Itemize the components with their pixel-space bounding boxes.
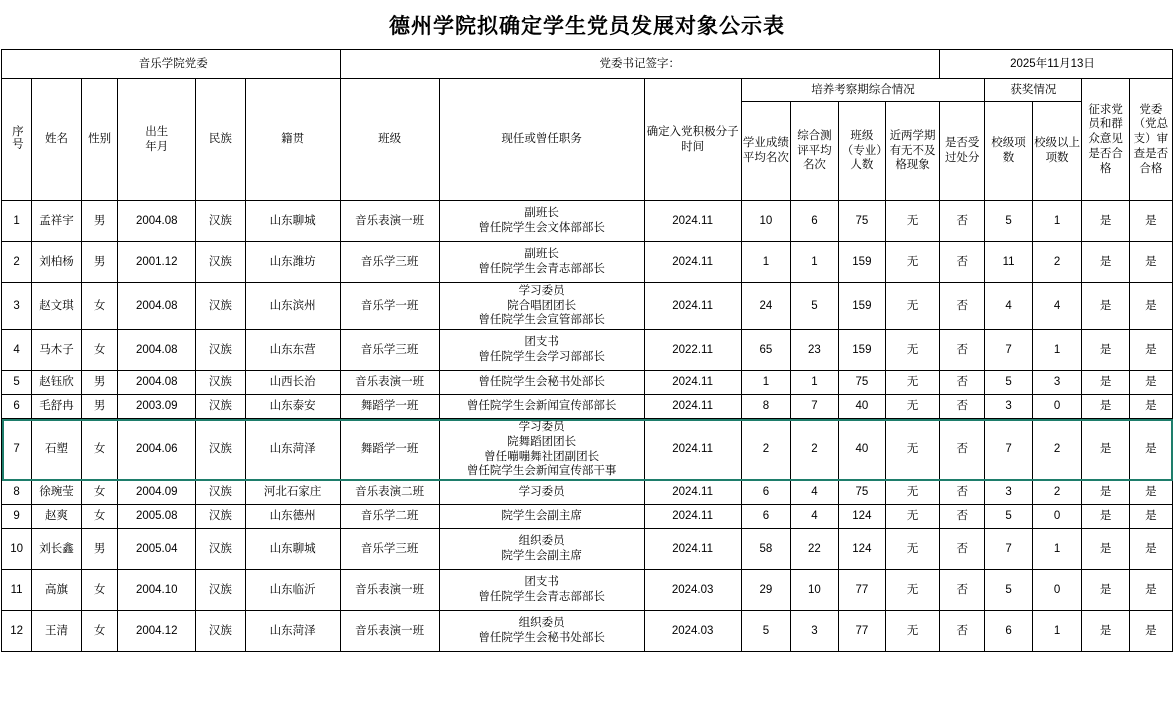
cell-gender: 女 [81, 505, 118, 529]
cell-index: 3 [2, 283, 32, 330]
cell-opinion-pass: 是 [1082, 330, 1129, 371]
cell-gpa-rank: 6 [741, 481, 791, 505]
cell-class: 音乐学一班 [340, 283, 439, 330]
cell-opinion-pass: 是 [1082, 529, 1129, 570]
col-header-party-review: 党委（党总支）审查是否合格 [1129, 79, 1172, 201]
cell-ethnicity: 汉族 [196, 529, 246, 570]
cell-opinion-pass: 是 [1082, 570, 1129, 611]
cell-class: 音乐学三班 [340, 330, 439, 371]
cell-activist-date: 2024.11 [644, 505, 741, 529]
col-header-eval-rank: 综合测评平均名次 [791, 102, 838, 201]
cell-duty: 学习委员 [439, 481, 644, 505]
cell-gpa-rank: 6 [741, 505, 791, 529]
cell-index: 8 [2, 481, 32, 505]
cell-name: 王清 [32, 611, 82, 652]
cell-activist-date: 2024.11 [644, 201, 741, 242]
cell-class: 音乐学三班 [340, 242, 439, 283]
cell-eval-rank: 4 [791, 505, 838, 529]
cell-above-school-items: 1 [1032, 330, 1082, 371]
cell-above-school-items: 2 [1032, 419, 1082, 481]
cell-class: 音乐学三班 [340, 529, 439, 570]
cell-index: 5 [2, 371, 32, 395]
cell-school-items: 5 [985, 505, 1032, 529]
cell-school-items: 3 [985, 481, 1032, 505]
cell-name: 赵钰欣 [32, 371, 82, 395]
cell-class-size: 40 [838, 419, 885, 481]
group-header-training: 培养考察期综合情况 [741, 79, 985, 102]
cell-party-review: 是 [1129, 481, 1172, 505]
cell-name: 赵文琪 [32, 283, 82, 330]
cell-birth: 2004.08 [118, 371, 196, 395]
cell-duty: 曾任院学生会新闻宣传部部长 [439, 395, 644, 419]
cell-punishment: 否 [940, 481, 985, 505]
cell-gender: 男 [81, 529, 118, 570]
cell-punishment: 否 [940, 201, 985, 242]
cell-activist-date: 2024.03 [644, 570, 741, 611]
col-header-gpa-rank: 学业成绩平均名次 [741, 102, 791, 201]
cell-activist-date: 2024.11 [644, 283, 741, 330]
cell-punishment: 否 [940, 611, 985, 652]
cell-hometown: 山东东营 [245, 330, 340, 371]
cell-activist-date: 2024.11 [644, 419, 741, 481]
cell-activist-date: 2024.11 [644, 481, 741, 505]
cell-school-items: 11 [985, 242, 1032, 283]
cell-punishment: 否 [940, 529, 985, 570]
cell-eval-rank: 1 [791, 371, 838, 395]
col-header-punishment: 是否受过处分 [940, 102, 985, 201]
cell-birth: 2001.12 [118, 242, 196, 283]
cell-name: 马木子 [32, 330, 82, 371]
cell-ethnicity: 汉族 [196, 371, 246, 395]
cell-party-review: 是 [1129, 371, 1172, 395]
cell-duty: 组织委员 曾任院学生会秘书处部长 [439, 611, 644, 652]
col-header-duty: 现任或曾任职务 [439, 79, 644, 201]
cell-gender: 女 [81, 481, 118, 505]
cell-school-items: 7 [985, 330, 1032, 371]
cell-eval-rank: 10 [791, 570, 838, 611]
table-row[interactable] [2, 481, 1173, 505]
cell-eval-rank: 4 [791, 481, 838, 505]
cell-punishment: 否 [940, 330, 985, 371]
cell-duty: 副班长 曾任院学生会青志部部长 [439, 242, 644, 283]
cell-hometown: 山西长治 [245, 371, 340, 395]
col-header-index: 序号 [2, 79, 32, 201]
cell-school-items: 5 [985, 201, 1032, 242]
cell-class-size: 77 [838, 570, 885, 611]
cell-punishment: 否 [940, 371, 985, 395]
table-row[interactable] [2, 201, 1173, 242]
cell-punishment: 否 [940, 283, 985, 330]
cell-duty: 学习委员 院合唱团团长 曾任院学生会宣管部部长 [439, 283, 644, 330]
cell-party-review: 是 [1129, 505, 1172, 529]
table-row[interactable] [2, 395, 1173, 419]
cell-fail-record: 无 [886, 242, 940, 283]
cell-gender: 男 [81, 395, 118, 419]
cell-opinion-pass: 是 [1082, 242, 1129, 283]
cell-party-review: 是 [1129, 283, 1172, 330]
cell-class: 舞蹈学一班 [340, 419, 439, 481]
cell-eval-rank: 23 [791, 330, 838, 371]
cell-opinion-pass: 是 [1082, 371, 1129, 395]
cell-opinion-pass: 是 [1082, 395, 1129, 419]
cell-above-school-items: 0 [1032, 505, 1082, 529]
cell-ethnicity: 汉族 [196, 419, 246, 481]
cell-name: 孟祥宇 [32, 201, 82, 242]
cell-index: 10 [2, 529, 32, 570]
cell-index: 7 [2, 419, 32, 481]
cell-index: 12 [2, 611, 32, 652]
cell-class-size: 40 [838, 395, 885, 419]
col-header-ethnicity: 民族 [196, 79, 246, 201]
cell-class-size: 75 [838, 201, 885, 242]
table-row[interactable] [2, 611, 1173, 652]
date-label: 2025年11月13日 [940, 50, 1173, 79]
table-row[interactable] [2, 529, 1173, 570]
cell-punishment: 否 [940, 505, 985, 529]
cell-party-review: 是 [1129, 201, 1172, 242]
cell-party-review: 是 [1129, 242, 1172, 283]
cell-ethnicity: 汉族 [196, 330, 246, 371]
cell-party-review: 是 [1129, 419, 1172, 481]
cell-party-review: 是 [1129, 611, 1172, 652]
cell-school-items: 5 [985, 371, 1032, 395]
cell-gender: 男 [81, 371, 118, 395]
cell-above-school-items: 0 [1032, 570, 1082, 611]
table-row[interactable] [2, 330, 1173, 371]
cell-index: 4 [2, 330, 32, 371]
cell-gender: 女 [81, 570, 118, 611]
col-header-hometown: 籍贯 [245, 79, 340, 201]
cell-fail-record: 无 [886, 611, 940, 652]
cell-ethnicity: 汉族 [196, 611, 246, 652]
group-header-row [2, 79, 1173, 102]
cell-class-size: 159 [838, 242, 885, 283]
cell-duty: 团支书 曾任院学生会学习部部长 [439, 330, 644, 371]
cell-gpa-rank: 29 [741, 570, 791, 611]
cell-gpa-rank: 10 [741, 201, 791, 242]
cell-eval-rank: 2 [791, 419, 838, 481]
cell-above-school-items: 1 [1032, 611, 1082, 652]
cell-activist-date: 2024.11 [644, 242, 741, 283]
cell-gender: 女 [81, 419, 118, 481]
cell-birth: 2005.04 [118, 529, 196, 570]
col-header-fail-record: 近两学期有无不及格现象 [886, 102, 940, 201]
cell-hometown: 山东潍坊 [245, 242, 340, 283]
cell-gender: 男 [81, 242, 118, 283]
cell-index: 9 [2, 505, 32, 529]
cell-fail-record: 无 [886, 529, 940, 570]
cell-class-size: 77 [838, 611, 885, 652]
cell-school-items: 5 [985, 570, 1032, 611]
cell-opinion-pass: 是 [1082, 611, 1129, 652]
signature-label: 党委书记签字： [340, 50, 939, 79]
cell-gpa-rank: 58 [741, 529, 791, 570]
cell-name: 高旗 [32, 570, 82, 611]
cell-index: 1 [2, 201, 32, 242]
cell-punishment: 否 [940, 419, 985, 481]
cell-ethnicity: 汉族 [196, 201, 246, 242]
cell-activist-date: 2024.11 [644, 529, 741, 570]
cell-fail-record: 无 [886, 330, 940, 371]
cell-gpa-rank: 8 [741, 395, 791, 419]
table-row[interactable] [2, 570, 1173, 611]
cell-birth: 2004.10 [118, 570, 196, 611]
cell-fail-record: 无 [886, 201, 940, 242]
cell-party-review: 是 [1129, 529, 1172, 570]
cell-birth: 2004.09 [118, 481, 196, 505]
col-header-above-school-items: 校级以上项数 [1032, 102, 1082, 201]
col-header-activist-date: 确定入党积极分子时间 [644, 79, 741, 201]
cell-school-items: 4 [985, 283, 1032, 330]
cell-above-school-items: 1 [1032, 529, 1082, 570]
cell-above-school-items: 2 [1032, 481, 1082, 505]
cell-duty: 副班长 曾任院学生会文体部部长 [439, 201, 644, 242]
cell-class-size: 124 [838, 529, 885, 570]
cell-class: 音乐表演一班 [340, 611, 439, 652]
cell-index: 2 [2, 242, 32, 283]
cell-gpa-rank: 2 [741, 419, 791, 481]
cell-punishment: 否 [940, 242, 985, 283]
cell-gender: 女 [81, 611, 118, 652]
cell-name: 刘柏杨 [32, 242, 82, 283]
cell-party-review: 是 [1129, 570, 1172, 611]
cell-name: 石塑 [32, 419, 82, 481]
cell-eval-rank: 7 [791, 395, 838, 419]
cell-fail-record: 无 [886, 505, 940, 529]
cell-above-school-items: 3 [1032, 371, 1082, 395]
cell-ethnicity: 汉族 [196, 395, 246, 419]
cell-fail-record: 无 [886, 481, 940, 505]
cell-activist-date: 2022.11 [644, 330, 741, 371]
cell-hometown: 山东菏泽 [245, 611, 340, 652]
col-header-class-size: 班级（专业）人数 [838, 102, 885, 201]
cell-eval-rank: 22 [791, 529, 838, 570]
cell-name: 赵爽 [32, 505, 82, 529]
cell-index: 11 [2, 570, 32, 611]
cell-fail-record: 无 [886, 419, 940, 481]
cell-class-size: 159 [838, 283, 885, 330]
col-header-school-items: 校级项数 [985, 102, 1032, 201]
table-row[interactable] [2, 242, 1173, 283]
cell-fail-record: 无 [886, 395, 940, 419]
cell-gender: 男 [81, 201, 118, 242]
cell-punishment: 否 [940, 570, 985, 611]
cell-class: 音乐表演一班 [340, 570, 439, 611]
cell-opinion-pass: 是 [1082, 201, 1129, 242]
cell-class: 音乐表演二班 [340, 481, 439, 505]
cell-hometown: 山东临沂 [245, 570, 340, 611]
cell-school-items: 6 [985, 611, 1032, 652]
cell-duty: 学习委员 院舞蹈团团长 曾任嘣嘣舞社团副团长 曾任院学生会新闻宣传部干事 [439, 419, 644, 481]
cell-fail-record: 无 [886, 371, 940, 395]
cell-above-school-items: 4 [1032, 283, 1082, 330]
cell-ethnicity: 汉族 [196, 570, 246, 611]
cell-class: 音乐表演一班 [340, 371, 439, 395]
cell-name: 毛舒冉 [32, 395, 82, 419]
cell-fail-record: 无 [886, 283, 940, 330]
cell-class: 舞蹈学一班 [340, 395, 439, 419]
cell-class-size: 75 [838, 371, 885, 395]
cell-hometown: 河北石家庄 [245, 481, 340, 505]
cell-gpa-rank: 1 [741, 242, 791, 283]
cell-class: 音乐学二班 [340, 505, 439, 529]
col-header-birth: 出生 年月 [118, 79, 196, 201]
cell-party-review: 是 [1129, 330, 1172, 371]
cell-birth: 2004.06 [118, 419, 196, 481]
group-header-awards: 获奖情况 [985, 79, 1082, 102]
cell-hometown: 山东菏泽 [245, 419, 340, 481]
cell-activist-date: 2024.03 [644, 611, 741, 652]
cell-school-items: 7 [985, 529, 1032, 570]
cell-school-items: 3 [985, 395, 1032, 419]
cell-name: 徐琬莹 [32, 481, 82, 505]
cell-class-size: 124 [838, 505, 885, 529]
cell-class: 音乐表演一班 [340, 201, 439, 242]
cell-name: 刘长鑫 [32, 529, 82, 570]
cell-gpa-rank: 65 [741, 330, 791, 371]
cell-hometown: 山东聊城 [245, 201, 340, 242]
cell-eval-rank: 1 [791, 242, 838, 283]
cell-hometown: 山东泰安 [245, 395, 340, 419]
cell-hometown: 山东德州 [245, 505, 340, 529]
cell-birth: 2004.08 [118, 330, 196, 371]
cell-activist-date: 2024.11 [644, 395, 741, 419]
cell-birth: 2004.08 [118, 201, 196, 242]
page-title: 德州学院拟确定学生党员发展对象公示表 [389, 14, 785, 38]
cell-birth: 2004.12 [118, 611, 196, 652]
cell-birth: 2004.08 [118, 283, 196, 330]
meta-row [2, 50, 1173, 79]
org-label: 音乐学院党委 [2, 50, 341, 79]
cell-gpa-rank: 1 [741, 371, 791, 395]
cell-above-school-items: 1 [1032, 201, 1082, 242]
cell-punishment: 否 [940, 395, 985, 419]
cell-opinion-pass: 是 [1082, 283, 1129, 330]
cell-hometown: 山东聊城 [245, 529, 340, 570]
table-row[interactable] [2, 419, 1173, 481]
cell-ethnicity: 汉族 [196, 481, 246, 505]
cell-opinion-pass: 是 [1082, 481, 1129, 505]
cell-duty: 院学生会副主席 [439, 505, 644, 529]
cell-above-school-items: 0 [1032, 395, 1082, 419]
cell-birth: 2003.09 [118, 395, 196, 419]
cell-opinion-pass: 是 [1082, 505, 1129, 529]
cell-duty: 曾任院学生会秘书处部长 [439, 371, 644, 395]
cell-gender: 女 [81, 283, 118, 330]
table-row[interactable] [2, 505, 1173, 529]
cell-gpa-rank: 24 [741, 283, 791, 330]
col-header-gender: 性别 [81, 79, 118, 201]
cell-opinion-pass: 是 [1082, 419, 1129, 481]
cell-eval-rank: 6 [791, 201, 838, 242]
developments-table [1, 49, 1173, 652]
cell-gender: 女 [81, 330, 118, 371]
cell-birth: 2005.08 [118, 505, 196, 529]
cell-eval-rank: 5 [791, 283, 838, 330]
cell-fail-record: 无 [886, 570, 940, 611]
table-body [2, 201, 1173, 652]
cell-above-school-items: 2 [1032, 242, 1082, 283]
cell-ethnicity: 汉族 [196, 242, 246, 283]
col-header-name: 姓名 [32, 79, 82, 201]
cell-ethnicity: 汉族 [196, 505, 246, 529]
cell-ethnicity: 汉族 [196, 283, 246, 330]
cell-class-size: 75 [838, 481, 885, 505]
table-row[interactable] [2, 371, 1173, 395]
col-header-class: 班级 [340, 79, 439, 201]
cell-school-items: 7 [985, 419, 1032, 481]
cell-class-size: 159 [838, 330, 885, 371]
cell-party-review: 是 [1129, 395, 1172, 419]
cell-duty: 团支书 曾任院学生会青志部部长 [439, 570, 644, 611]
cell-gpa-rank: 5 [741, 611, 791, 652]
cell-hometown: 山东滨州 [245, 283, 340, 330]
table-row[interactable] [2, 283, 1173, 330]
cell-duty: 组织委员 院学生会副主席 [439, 529, 644, 570]
cell-eval-rank: 3 [791, 611, 838, 652]
cell-activist-date: 2024.11 [644, 371, 741, 395]
cell-index: 6 [2, 395, 32, 419]
col-header-opinion-pass: 征求党员和群众意见是否合格 [1082, 79, 1129, 201]
